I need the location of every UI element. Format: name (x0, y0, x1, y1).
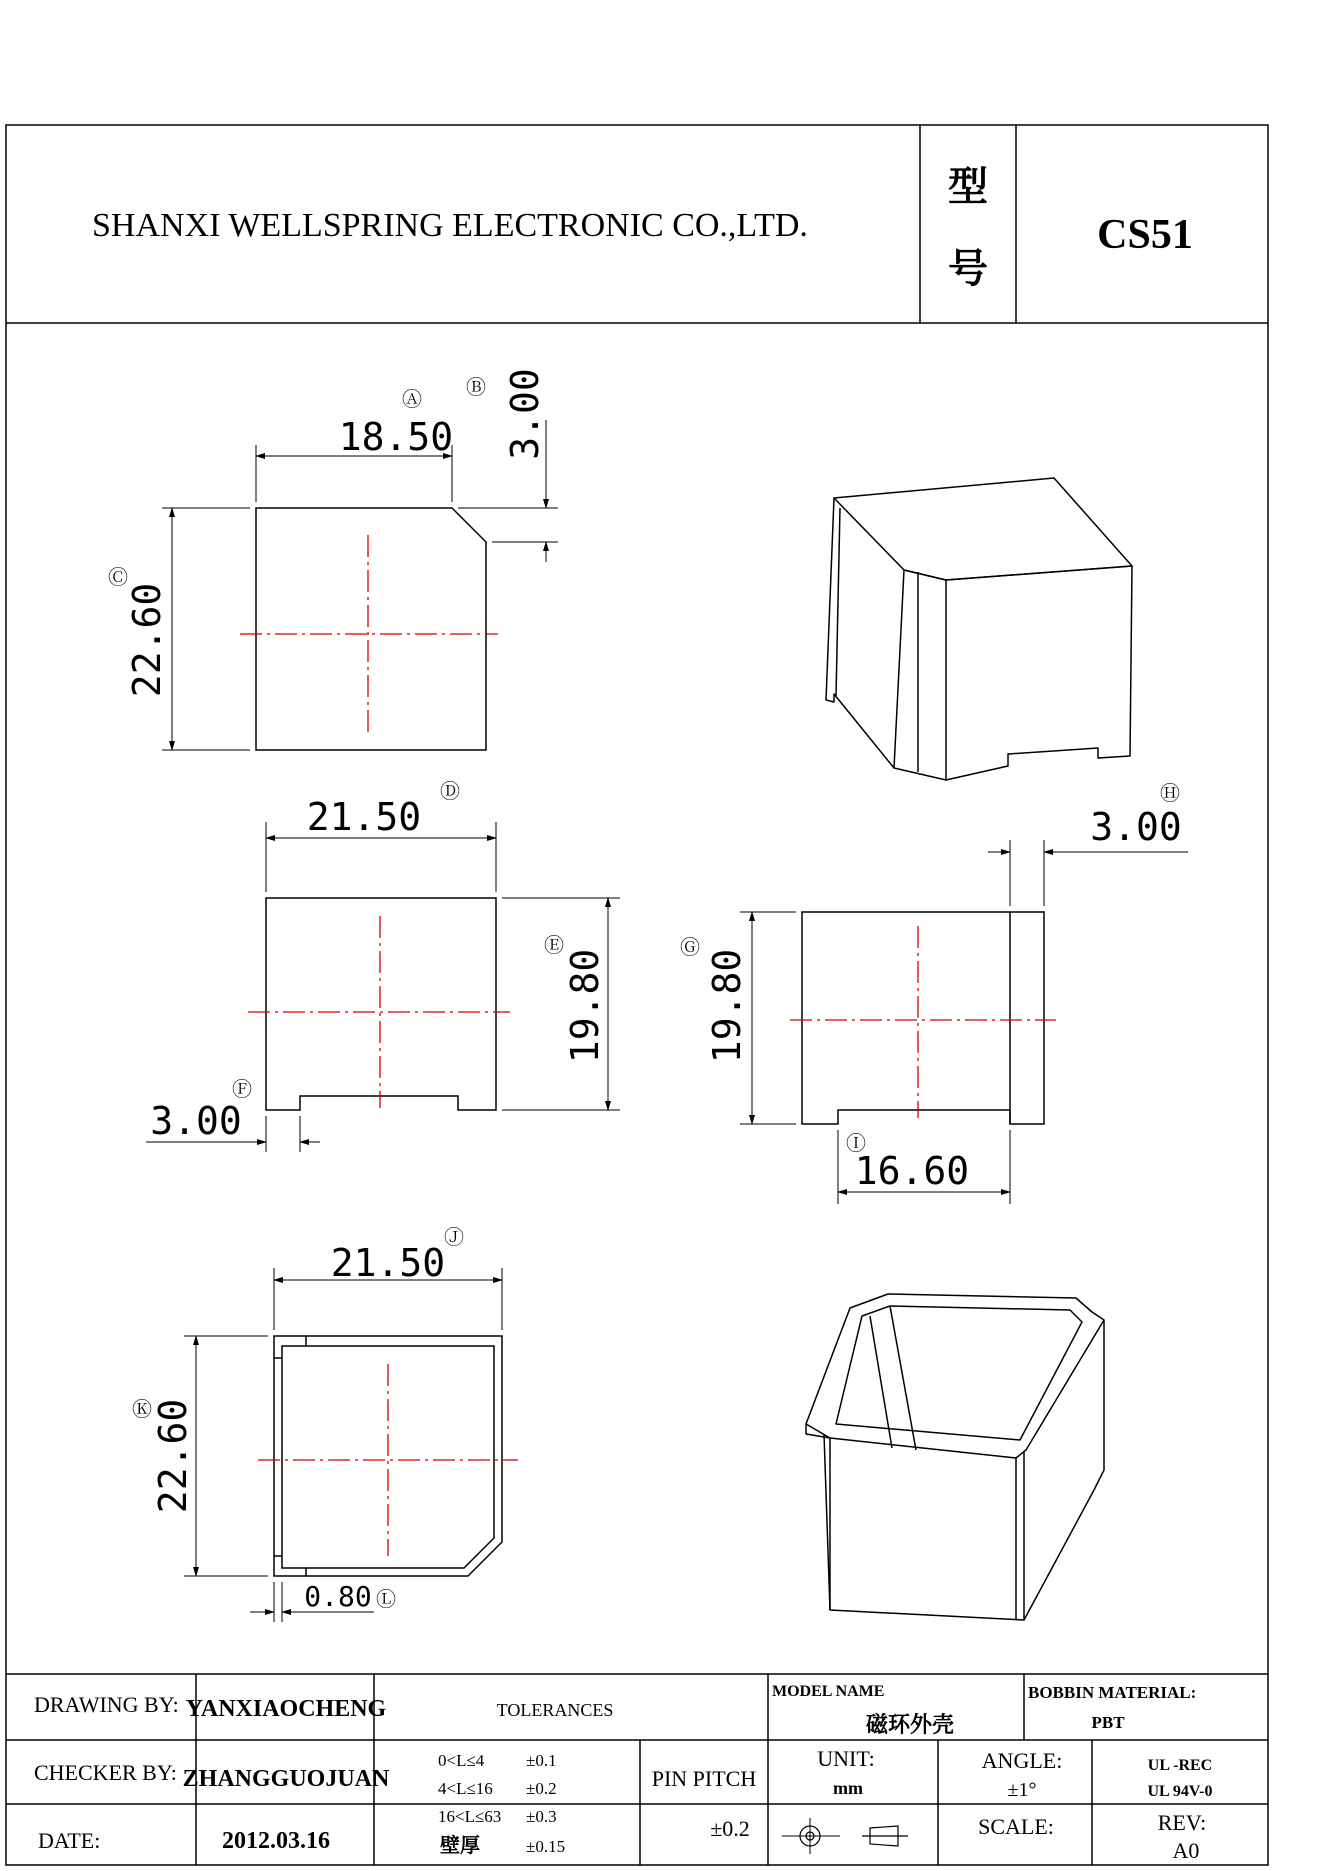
model-name-label: MODEL NAME (772, 1683, 885, 1700)
tolerance-value: ±0.15 (526, 1837, 566, 1856)
unit-label: UNIT: (817, 1746, 875, 1771)
tolerance-value: ±0.2 (526, 1779, 557, 1798)
date-value: 2012.03.16 (222, 1828, 330, 1854)
bottom-view (184, 1268, 518, 1622)
model-label-char-1: 型 (948, 164, 988, 209)
dim-b-value: 3.00 (503, 368, 547, 460)
dim-l-marker: Ⓛ (376, 1587, 396, 1611)
dim-c-marker: Ⓒ (108, 565, 128, 589)
dim-d-marker: Ⓓ (440, 779, 460, 803)
tolerance-value: ±0.3 (526, 1807, 557, 1826)
dim-a-marker: Ⓐ (402, 387, 422, 411)
part-number: CS51 (1097, 212, 1193, 258)
dim-c-value: 22.60 (125, 582, 169, 698)
dim-j-value: 21.50 (330, 1241, 446, 1285)
date-label: DATE: (38, 1828, 101, 1853)
bobbin-material-label: BOBBIN MATERIAL: (1028, 1683, 1197, 1702)
pin-pitch-value: ±0.2 (710, 1816, 750, 1841)
drawing-by-label: DRAWING BY: (34, 1692, 179, 1717)
dim-g-marker: Ⓖ (680, 935, 700, 959)
scale-label: SCALE: (978, 1814, 1054, 1839)
rev-value: A0 (1172, 1838, 1200, 1863)
dim-k-value: 22.60 (151, 1398, 195, 1514)
tolerances-label: TOLERANCES (496, 1700, 614, 1720)
checker-by-value: ZHANGGUOJUAN (182, 1766, 390, 1792)
model-label-char-2: 号 (948, 246, 988, 291)
dim-l-value: 0.80 (304, 1580, 372, 1613)
drawing-by-value: YANXIAOCHENG (185, 1696, 387, 1722)
angle-label: ANGLE: (981, 1748, 1063, 1773)
dim-f-value: 3.00 (150, 1099, 242, 1143)
dim-i-value: 16.60 (854, 1149, 970, 1193)
ul-94v0: UL 94V-0 (1147, 1783, 1213, 1800)
angle-value: ±1° (1007, 1779, 1037, 1801)
tolerance-range: 4<L≤16 (438, 1779, 493, 1798)
isometric-view-open (806, 1294, 1104, 1620)
dim-a-value: 18.50 (338, 415, 454, 459)
sheet-border (6, 125, 1268, 1865)
dim-b-marker: Ⓑ (466, 375, 486, 399)
tolerance-range: 16<L≤63 (438, 1807, 502, 1826)
dim-j-marker: Ⓙ (444, 1225, 464, 1249)
bobbin-material-value: PBT (1091, 1713, 1125, 1732)
tolerance-value: ±0.1 (526, 1751, 557, 1770)
dim-h-marker: Ⓗ (1160, 781, 1180, 805)
ul-rec: UL -REC (1147, 1757, 1213, 1774)
unit-value: mm (833, 1778, 863, 1798)
checker-by-label: CHECKER BY: (34, 1760, 177, 1785)
rev-label: REV: (1157, 1810, 1207, 1835)
company-name: SHANXI WELLSPRING ELECTRONIC CO.,LTD. (92, 207, 808, 244)
dim-f-marker: Ⓕ (232, 1077, 252, 1101)
tolerance-range: 壁厚 (440, 1835, 480, 1857)
tolerance-range: 0<L≤4 (438, 1751, 485, 1770)
header-block (6, 125, 1268, 323)
model-name-value: 磁环外壳 (865, 1712, 955, 1737)
pin-pitch-label: PIN PITCH (651, 1766, 757, 1791)
dim-e-marker: Ⓔ (544, 933, 564, 957)
dim-d-value: 21.50 (306, 795, 422, 839)
isometric-view-closed (826, 478, 1132, 780)
top-view (162, 420, 558, 750)
dim-i-marker: Ⓘ (846, 1131, 866, 1155)
dim-k-marker: Ⓚ (132, 1397, 152, 1421)
dim-e-value: 19.80 (563, 948, 607, 1064)
dim-h-value: 3.00 (1090, 805, 1182, 849)
dim-g-value: 19.80 (705, 948, 749, 1064)
